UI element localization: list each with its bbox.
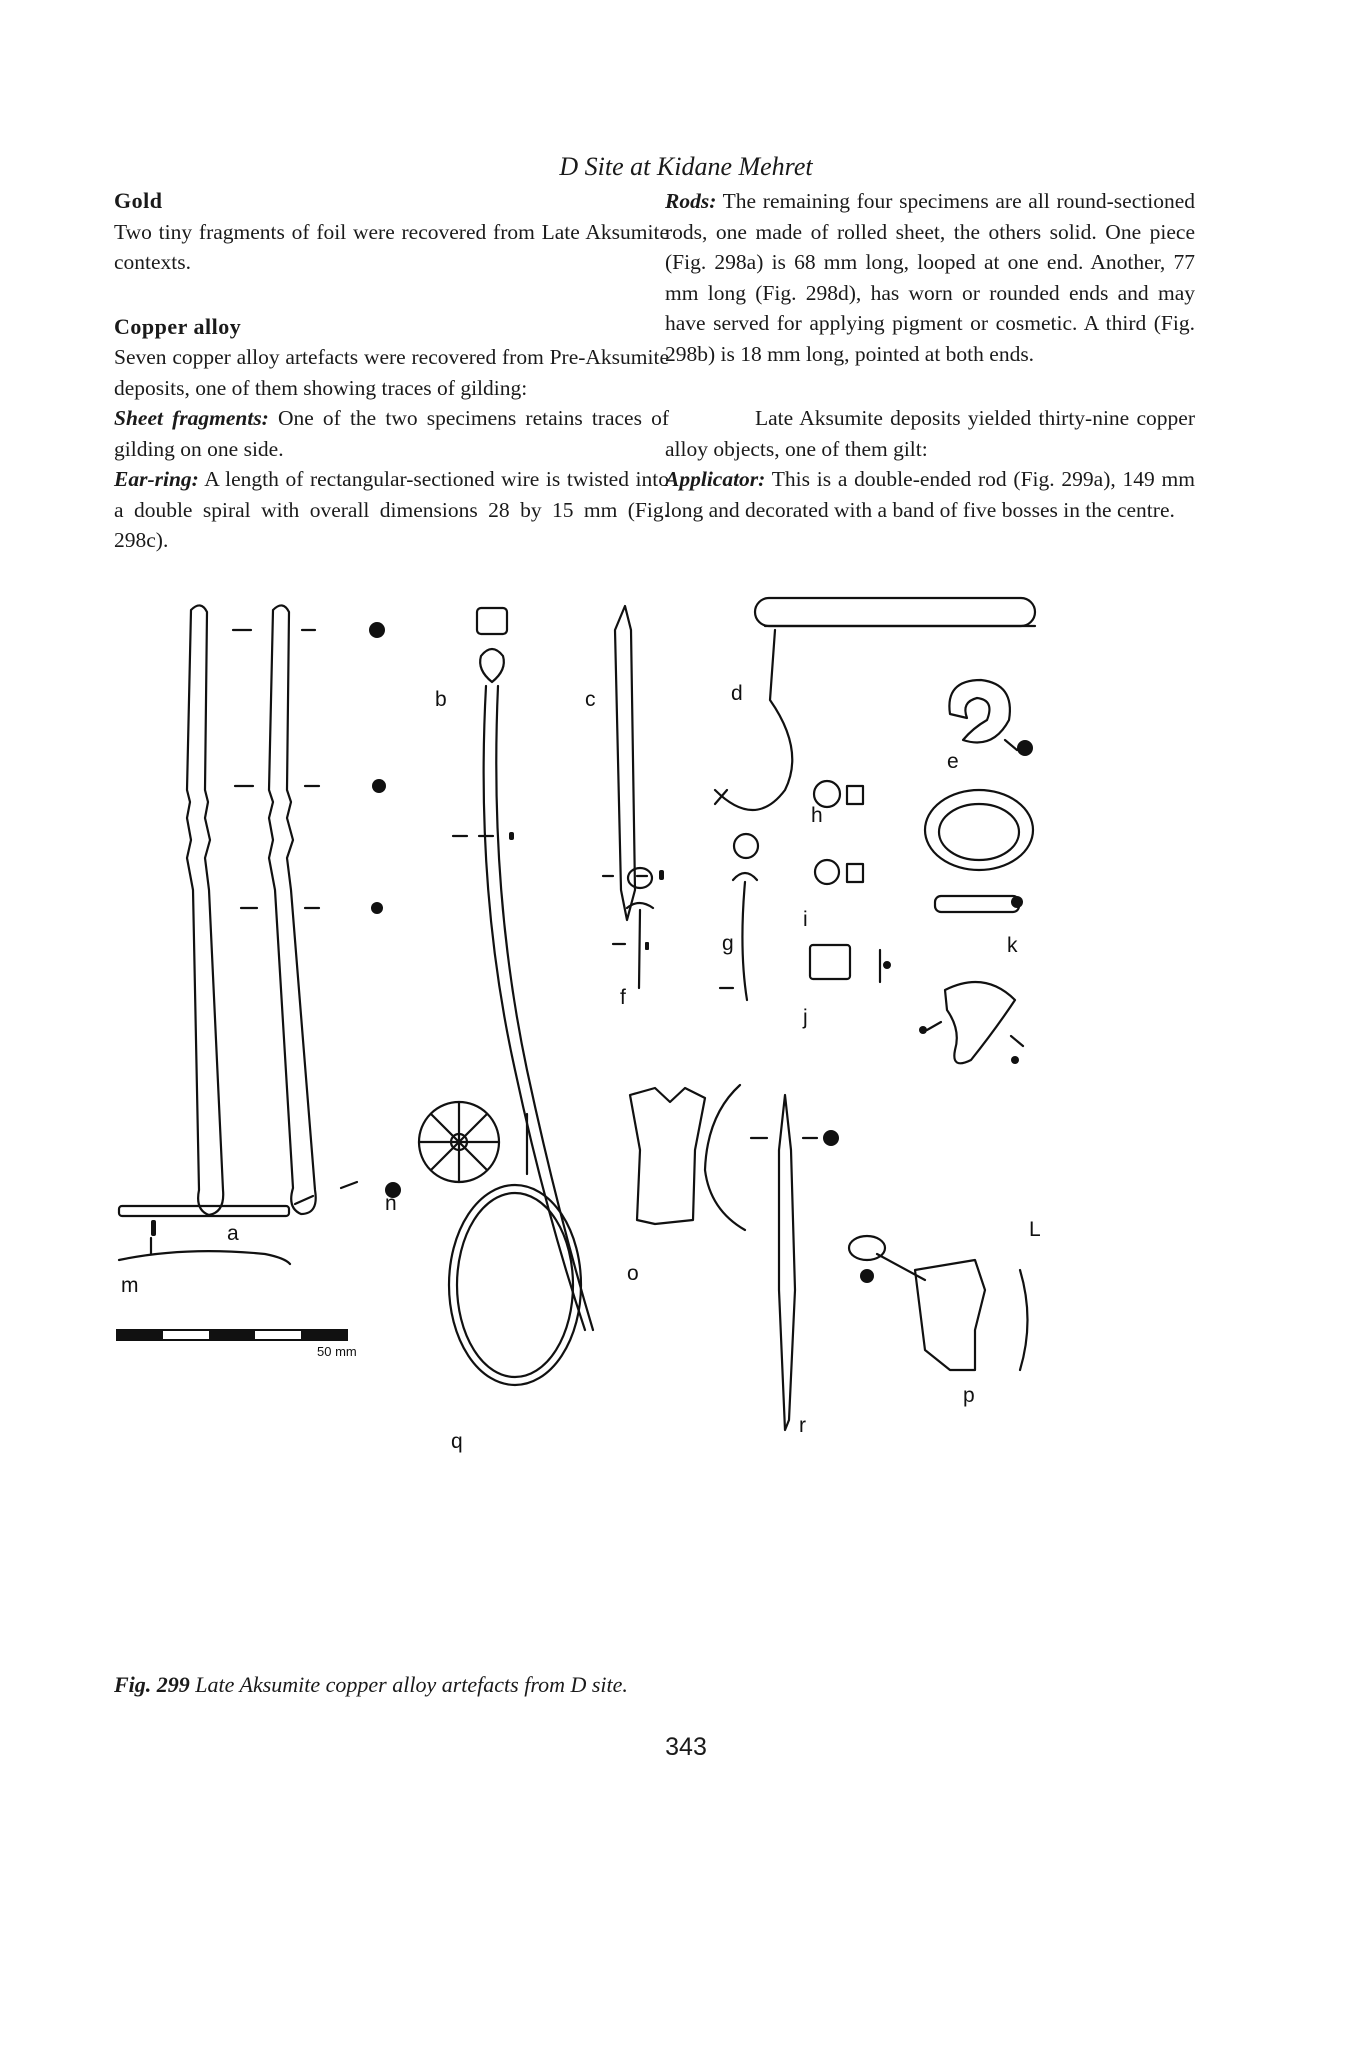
caption-text: Late Aksumite copper alloy artefacts from D site.: [189, 1672, 628, 1697]
label-o: o: [627, 1262, 639, 1285]
sheet-fragments-paragraph: [114, 403, 669, 464]
caption-number: Fig. 299: [114, 1672, 190, 1697]
scale-bar: [117, 1330, 357, 1359]
artefact-e-drawing: [949, 680, 1017, 750]
artefact-drawing: [115, 590, 1215, 1650]
section-heading-gold: Gold: [114, 188, 163, 213]
artefact-i-drawing: [815, 860, 863, 884]
copper-intro-paragraph: Seven copper alloy artefacts were recovered from Pre-Aksumite deposits, one of them showing traces of gilding:: [114, 345, 669, 400]
earring-text: A length of rectangular-sectioned wire is twisted into a double spiral with overall dimensions 28 by 15 mm (Fig. 298c).: [114, 467, 669, 552]
label-d: d: [731, 682, 743, 705]
artefact-r-drawing: [751, 1095, 817, 1430]
sheet-fragments-label: Sheet fragments:: [114, 406, 269, 430]
label-g: g: [722, 932, 734, 955]
label-n: n: [385, 1192, 397, 1215]
label-L: L: [1029, 1218, 1041, 1241]
gold-paragraph: Two tiny fragments of foil were recovered from Late Aksumite contexts.: [114, 219, 669, 274]
label-k: k: [1007, 934, 1018, 957]
applicator-label: Applicator:: [665, 467, 766, 491]
label-j: j: [803, 1006, 808, 1029]
applicator-text: This is a double-ended rod (Fig. 299a), 149 mm long and decorated with a band of five bosses in the centre.: [665, 467, 1195, 522]
label-q: q: [451, 1430, 463, 1453]
label-b: b: [435, 688, 447, 711]
label-e: e: [947, 750, 959, 773]
rods-text: The remaining four specimens are all round-sectioned rods, one made of rolled sheet, the others solid. One piece (Fig. 298a) is 68 mm long, looped at one end. Another, 77 mm long (Fig. 298d), has worn or rounded ends and may have served for applying pigment or cosmetic. A third (Fig. 298b) is 18 mm long, pointed at both ends.: [665, 189, 1195, 366]
label-p: p: [963, 1384, 975, 1407]
running-head: D Site at Kidane Mehret: [559, 152, 813, 181]
artefact-figure: [115, 590, 1215, 2050]
label-i: i: [803, 908, 808, 931]
figure-caption: [114, 1672, 628, 1698]
label-h: h: [811, 804, 823, 827]
artefact-q-drawing: [449, 1185, 581, 1385]
artefact-g-drawing: [720, 834, 758, 1000]
label-c: c: [585, 688, 596, 711]
artefact-p-drawing: [849, 1236, 1028, 1370]
earring-paragraph: [114, 464, 669, 556]
artefact-c-drawing: [603, 606, 647, 920]
artefact-k-drawing: [925, 790, 1033, 912]
section-heading-copper: Copper alloy: [114, 313, 242, 339]
late-aksumite-paragraph: Late Aksumite deposits yielded thirty-nine copper alloy objects, one of them gilt:: [665, 406, 1195, 461]
applicator-paragraph: [665, 464, 1195, 525]
label-r: r: [799, 1414, 806, 1437]
earring-label: Ear-ring:: [114, 467, 199, 491]
rods-paragraph: [665, 186, 1195, 369]
label-a: a: [227, 1222, 239, 1245]
label-m: m: [121, 1274, 139, 1297]
artefact-L-drawing: [927, 982, 1023, 1063]
artefact-a-drawing: [187, 605, 357, 1215]
label-f: f: [620, 986, 626, 1009]
page-number: 343: [665, 1733, 707, 1761]
rods-label: Rods:: [665, 189, 717, 213]
artefact-j-drawing: [810, 945, 880, 982]
artefact-o-drawing: [630, 1085, 745, 1230]
artefact-n-drawing: [419, 1102, 527, 1182]
sheet-fragments-text: One of the two specimens retains traces of gilding on one side.: [114, 406, 669, 461]
scale-label: 50 mm: [317, 1344, 357, 1359]
left-column: [114, 186, 669, 556]
artefact-f-drawing: [613, 868, 653, 988]
right-column: [665, 186, 1195, 525]
artefact-m-drawing: [119, 1206, 290, 1264]
